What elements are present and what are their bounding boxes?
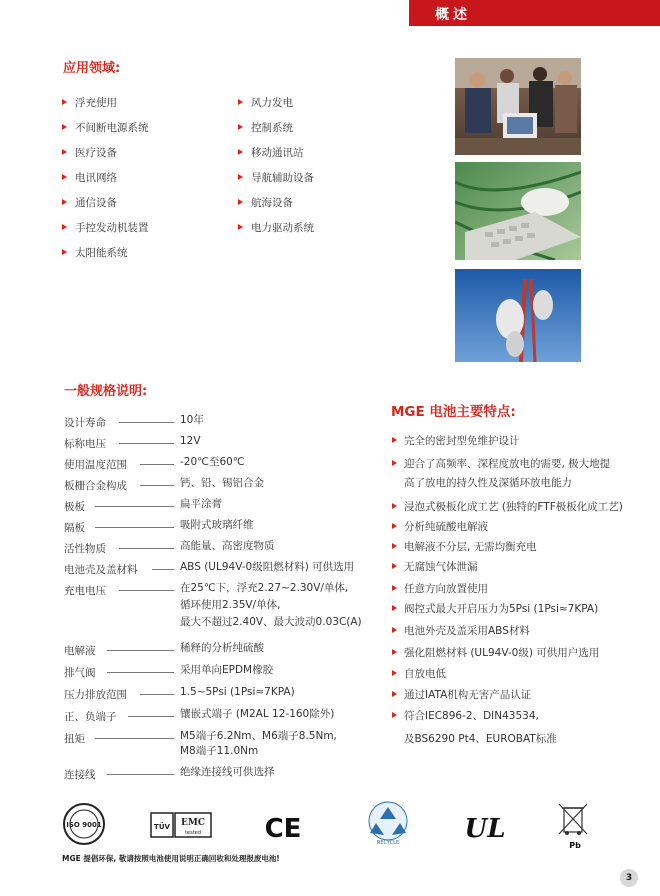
recycle-logo-text: RECYCLE: [376, 840, 400, 846]
feature-item: 阀控式最大开启压力为5Psi (1Psi≈7KPA): [404, 599, 598, 619]
feature-item: 电解液不分层, 无需均衡充电: [404, 537, 537, 557]
spec-leader-line: [140, 694, 174, 695]
emc-logo-text: EMC: [181, 818, 205, 828]
spec-leader-line: [95, 738, 174, 739]
feature-item: 无腐蚀气体泄漏: [404, 557, 478, 577]
photo-satellite-tower: [455, 269, 581, 362]
feature-item: 电池外壳及盖采用ABS材料: [404, 621, 530, 641]
spec-value: 最大不超过2.40V、最大波动0.03C(A): [180, 616, 362, 628]
feature-item: 强化阻燃材料 (UL94V-0级) 可供用户选用: [404, 643, 599, 663]
photo-office-team: [455, 58, 581, 155]
spec-leader-line: [119, 590, 174, 591]
application-item: 风力发电: [251, 97, 293, 109]
application-item: 控制系统: [251, 122, 293, 134]
spec-label: 活性物质: [64, 543, 106, 555]
spec-value: 循环使用2.35V/单体,: [180, 599, 281, 611]
application-item: 移动通讯站: [251, 147, 304, 159]
emc-logo-subtext: tested: [185, 830, 201, 836]
spec-leader-line: [119, 422, 174, 423]
spec-value: 扁平涂膏: [180, 498, 222, 510]
section-header-bar: [409, 0, 660, 26]
spec-leader-line: [107, 672, 174, 673]
spec-value: 钙、铅、锡铝合金: [180, 477, 264, 489]
spec-label: 连接线: [64, 769, 96, 781]
spec-leader-line: [119, 548, 174, 549]
spec-value: 吸附式玻璃纤维: [180, 519, 254, 531]
feature-item: 自放电低: [404, 664, 446, 684]
feature-item: 符合IEC896-2、DIN43534,: [404, 706, 539, 726]
spec-value: M8端子11.0Nm: [180, 745, 259, 757]
spec-value: 稀释的分析纯硫酸: [180, 642, 264, 654]
feature-item: 任意方向放置使用: [404, 579, 488, 599]
application-item: 通信设备: [75, 197, 117, 209]
spec-label: 充电电压: [64, 585, 106, 597]
ul-logo-text: UL: [465, 814, 505, 842]
feature-item: 通过IATA机构无害产品认证: [404, 685, 531, 705]
spec-label: 使用温度范围: [64, 459, 127, 471]
application-item: 航海设备: [251, 197, 293, 209]
feature-item-continued: 高了放电的持久性及深循环放电能力: [404, 477, 572, 489]
ul-listed-logo: [465, 812, 505, 842]
weee-pb-logo: [555, 800, 591, 850]
application-item: 手控发动机装置: [75, 222, 149, 234]
iso-logo-text: ISO 9001: [66, 821, 102, 829]
spec-value: 10年: [180, 414, 204, 426]
spec-label: 极板: [64, 501, 85, 513]
spec-label: 扭矩: [64, 733, 85, 745]
application-item: 电讯网络: [75, 172, 117, 184]
spec-leader-line: [140, 464, 174, 465]
spec-leader-line: [152, 569, 174, 570]
spec-label: 排气阀: [64, 667, 96, 679]
tuv-emc-logo: [150, 812, 212, 840]
iso-9001-logo: [62, 802, 106, 846]
spec-label: 压力排放范围: [64, 689, 127, 701]
application-item: 医疗设备: [75, 147, 117, 159]
spec-value: 12V: [180, 435, 201, 447]
spec-value: 高能量、高密度物质: [180, 540, 275, 552]
spec-value: M5端子6.2Nm、M6端子8.5Nm,: [180, 730, 337, 742]
spec-label: 正、负端子: [64, 711, 117, 723]
ce-logo-text: CE: [264, 814, 302, 842]
application-item: 电力驱动系统: [251, 222, 314, 234]
application-item: 导航辅助设备: [251, 172, 314, 184]
applications-title: 应用领域:: [63, 61, 121, 76]
features-title: MGE 电池主要特点:: [391, 404, 516, 420]
spec-label: 隔板: [64, 522, 85, 534]
footer-recycle-note: MGE 提倡环保, 敬请按照电池使用说明正确回收和处理报废电池!: [62, 854, 280, 863]
application-item: 浮充使用: [75, 97, 117, 109]
recycle-logo: [365, 800, 411, 846]
ce-mark-logo: [262, 812, 304, 842]
spec-value: -20℃至60℃: [180, 456, 245, 468]
spec-leader-line: [119, 443, 174, 444]
page-number: 3: [620, 869, 638, 887]
spec-label: 板栅合金构成: [64, 480, 127, 492]
application-item: 太阳能系统: [75, 247, 128, 259]
spec-leader-line: [107, 650, 174, 651]
spec-label: 电池壳及盖材料: [64, 564, 138, 576]
feature-item-continued: 及BS6290 Pt4、EUROBAT标准: [404, 733, 557, 745]
spec-value: ABS (UL94V-0级阻燃材料) 可供选用: [180, 561, 355, 573]
spec-label: 设计寿命: [64, 417, 106, 429]
photo-keyboard-mouse: [455, 162, 581, 260]
specs-title: 一般规格说明:: [64, 384, 148, 399]
spec-leader-line: [107, 774, 174, 775]
spec-leader-line: [95, 527, 174, 528]
tuv-logo-text: TÜV: [154, 823, 170, 831]
spec-label: 电解液: [64, 645, 96, 657]
feature-item: 浸泡式极板化成工艺 (独特的FTF极板化成工艺): [404, 497, 623, 517]
feature-item: 迎合了高频率、深程度放电的需要, 极大地提: [404, 454, 610, 474]
spec-leader-line: [128, 716, 174, 717]
spec-label: 标称电压: [64, 438, 106, 450]
pb-logo-text: Pb: [569, 841, 581, 850]
feature-item: 分析纯硫酸电解液: [404, 517, 488, 537]
spec-value: 绝缘连接线可供选择: [180, 766, 275, 778]
spec-value: 镶嵌式端子 (M2AL 12-160除外): [180, 708, 335, 720]
spec-value: 在25℃下，浮充2.27~2.30V/单体,: [180, 582, 349, 594]
spec-leader-line: [95, 506, 174, 507]
spec-leader-line: [140, 485, 174, 486]
section-header-title: 概述: [435, 7, 471, 23]
application-item: 不间断电源系统: [75, 122, 149, 134]
feature-item: 完全的密封型免维护设计: [404, 431, 520, 451]
spec-value: 1.5~5Psi (1Psi≈7KPA): [180, 686, 295, 698]
spec-value: 采用单向EPDM橡胶: [180, 664, 274, 676]
